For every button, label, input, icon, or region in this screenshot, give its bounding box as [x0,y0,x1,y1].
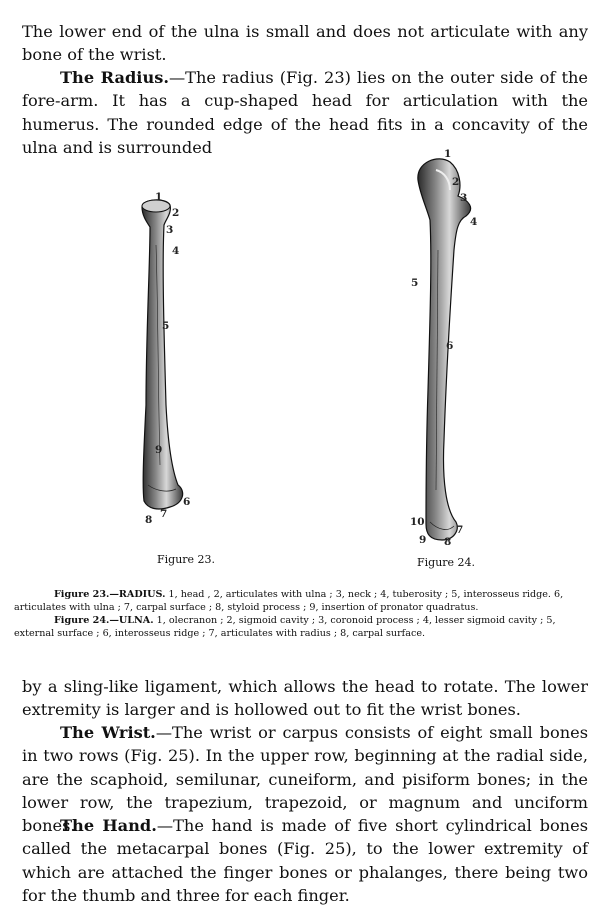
fig24-label-2: 2 [452,176,460,188]
wrist-heading: The Wrist. [60,723,156,742]
fig23-label-5: 5 [162,320,170,332]
radius-paragraph [22,66,588,159]
fig23-caption: Figure 23. [157,553,216,566]
fig24-legend [14,614,590,640]
fig23-label-6: 6 [183,496,191,508]
figure-captions [14,588,590,640]
hand-text: —The hand is made of five short cylindrical bones called the metacarpal bones (Fig. 25), to the lower extremity of which are attached the finger bones or phalanges, there being two for the thumb and three for each finger. [22,816,588,905]
fig24-label-7: 7 [456,524,464,536]
fig23-label-9: 9 [155,444,163,456]
radius-heading: The Radius. [60,68,169,87]
fig23-label-4: 4 [172,245,180,257]
hand-heading: The Hand. [60,816,157,835]
radius-text: —The radius (Fig. 23) lies on the outer side of the fore-arm. It has a cup-shaped head for articulation with the humerus. The rounded edge of the head fits in a concavity of the ulna and is surrounded [22,68,588,157]
fig24-label-5: 5 [411,277,419,289]
fig23-label-7: 7 [160,508,168,520]
fig23-label-1: 1 [155,191,163,203]
fig23-legend [14,588,590,614]
fig23-label-3: 3 [166,224,174,236]
fig23-label-8: 8 [145,514,153,526]
fig24-label-9: 9 [419,534,427,546]
wrist-text: —The wrist or carpus consists of eight small bones in two rows (Fig. 25). In the upper row, beginning at the radial side, are the scaphoid, semilunar, cuneiform, and pisiform bones; in the lower row, the trapezium, trapezoid, or magnum and unciform bones. [22,723,589,836]
fig24-legend-title: Figure 24.—ULNA. [54,615,154,626]
fig24-label-6: 6 [446,340,454,352]
ulna-text: The lower end of the ulna is small and does not articulate with any bone of the wrist. [22,22,588,65]
fig24-label-3: 3 [460,192,468,204]
fig23-legend-title: Figure 23.—RADIUS. [54,589,166,600]
fig24-label-10: 10 [410,516,425,528]
ligament-text: by a sling-like ligament, which allows the head to rotate. The lower extremity is larger and is hollowed out to fit the wrist bones. [22,677,588,720]
fig24-label-4: 4 [470,216,478,228]
ulna-paragraph [22,20,588,67]
fig24-label-1: 1 [444,148,452,160]
fig24-legend-text: 1, olecranon ; 2, sigmoid cavity ; 3, coronoid process ; 4, lesser sigmoid cavity ; 5, external surface ; 6, interosseus ridge ; 7, articulates with radius ; 8, carpal surface. [14,615,556,639]
ligament-paragraph [22,675,588,722]
radius-bone-illustration [120,185,210,525]
fig24-caption: Figure 24. [417,556,476,569]
hand-paragraph [22,814,588,907]
fig23-legend-text: 1, head , 2, articulates with ulna ; 3, neck ; 4, tuberosity ; 5, interosseus ridge. 6, articulates with ulna ; 7, carpal surface ; 8, styloid process ; 9, insertion of pronator quadratus. [14,589,564,613]
fig24-label-8: 8 [444,536,452,548]
fig23-label-2: 2 [172,207,180,219]
